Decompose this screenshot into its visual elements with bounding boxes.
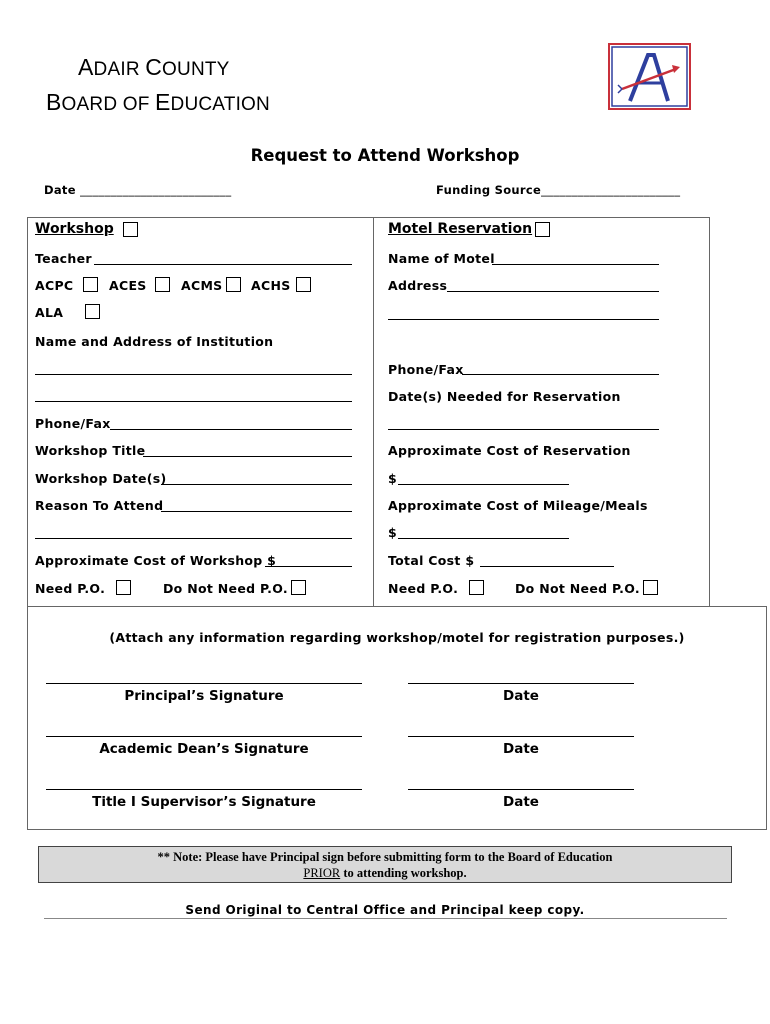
motel-address-label: Address: [388, 278, 448, 293]
school-aces-checkbox[interactable]: [155, 277, 170, 292]
workshop-cost-field[interactable]: [265, 566, 352, 567]
teacher-label: Teacher: [35, 251, 92, 266]
org-name-line2: [46, 89, 270, 116]
text-oard-of: OARD OF: [61, 94, 155, 115]
reservation-cost-label: Approximate Cost of Reservation: [388, 443, 631, 458]
column-divider: [373, 217, 374, 607]
workshop-phone-fax-field[interactable]: [110, 429, 352, 430]
principal-date-line[interactable]: [408, 683, 634, 684]
supervisor-date-line[interactable]: [408, 789, 634, 790]
motel-need-po-checkbox[interactable]: [469, 580, 484, 595]
school-achs-label: ACHS: [251, 278, 291, 293]
motel-heading: Motel Reservation: [388, 221, 533, 237]
motel-no-po-label: Do Not Need P.O.: [515, 581, 640, 596]
workshop-title-field[interactable]: [143, 456, 352, 457]
workshop-no-po-checkbox[interactable]: [291, 580, 306, 595]
school-acms-label: ACMS: [181, 278, 223, 293]
funding-source-label: [436, 183, 680, 197]
supervisor-signature-line[interactable]: [46, 789, 362, 790]
motel-phone-fax-field[interactable]: [462, 374, 659, 375]
mileage-cost-field[interactable]: [398, 538, 569, 539]
funding-source-field[interactable]: _______________________: [541, 183, 681, 197]
school-acms-checkbox[interactable]: [226, 277, 241, 292]
cap-e: E: [154, 89, 171, 115]
institution-label: Name and Address of Institution: [35, 334, 274, 349]
footer-rule: [44, 918, 727, 919]
workshop-no-po-label: Do Not Need P.O.: [163, 581, 288, 596]
school-acpc-label: ACPC: [35, 278, 74, 293]
workshop-dates-field[interactable]: [161, 484, 352, 485]
principal-signature-line[interactable]: [46, 683, 362, 684]
cap-c: C: [145, 54, 163, 80]
reason-field-2[interactable]: [35, 538, 352, 539]
dates-needed-field[interactable]: [388, 429, 659, 430]
workshop-title-label: Workshop Title: [35, 443, 146, 458]
supervisor-date-label: Date: [503, 794, 539, 810]
workshop-cost-label: Approximate Cost of Workshop $: [35, 553, 277, 568]
note-line-1: ** Note: Please have Principal sign before submitting form to the Board of Education: [157, 850, 613, 864]
workshop-checkbox[interactable]: [123, 222, 138, 237]
note-line-2-rest: to attending workshop.: [340, 866, 467, 880]
cap-b: B: [46, 89, 62, 115]
workshop-heading: Workshop: [35, 221, 114, 237]
adair-a-arrow-logo-icon: [608, 43, 691, 110]
dates-needed-label: Date(s) Needed for Reservation: [388, 389, 621, 404]
principal-date-label: Date: [503, 688, 539, 704]
motel-phone-fax-label: Phone/Fax: [388, 362, 464, 377]
funding-label-text: Funding Source: [436, 183, 542, 197]
school-achs-checkbox[interactable]: [296, 277, 311, 292]
org-name-line1: [78, 54, 230, 81]
attach-note: (Attach any information regarding workshop/motel for registration purposes.): [109, 630, 685, 645]
note-line-2: [39, 865, 731, 881]
motel-no-po-checkbox[interactable]: [643, 580, 658, 595]
institution-field-1[interactable]: [35, 374, 352, 375]
motel-address-field-2[interactable]: [388, 319, 659, 320]
school-aces-label: ACES: [109, 278, 147, 293]
total-cost-field[interactable]: [480, 566, 614, 567]
reservation-dollar-sign: $: [388, 471, 397, 486]
teacher-field[interactable]: [94, 264, 352, 265]
school-acpc-checkbox[interactable]: [83, 277, 98, 292]
motel-need-po-label: Need P.O.: [388, 581, 459, 596]
principal-signature-label: Principal’s Signature: [124, 688, 284, 704]
workshop-need-po-checkbox[interactable]: [116, 580, 131, 595]
note-box: [38, 846, 732, 883]
reason-field-1[interactable]: [161, 511, 352, 512]
motel-name-field[interactable]: [492, 264, 659, 265]
supervisor-signature-label: Title I Supervisor’s Signature: [92, 794, 316, 810]
request-table: [27, 217, 710, 607]
reason-label: Reason To Attend: [35, 498, 164, 513]
workshop-phone-fax-label: Phone/Fax: [35, 416, 111, 431]
date-field[interactable]: _________________________: [80, 183, 232, 197]
text-ounty: OUNTY: [162, 59, 230, 80]
mileage-cost-label: Approximate Cost of Mileage/Meals: [388, 498, 648, 513]
dean-signature-label: Academic Dean’s Signature: [99, 741, 309, 757]
dean-date-line[interactable]: [408, 736, 634, 737]
reservation-cost-field[interactable]: [398, 484, 569, 485]
workshop-need-po-label: Need P.O.: [35, 581, 106, 596]
text-dair: DAIR: [93, 59, 146, 80]
ala-label: ALA: [35, 305, 64, 320]
motel-address-field-1[interactable]: [447, 291, 659, 292]
cap-a: A: [78, 54, 94, 80]
footer-instruction: Send Original to Central Office and Principal keep copy.: [185, 903, 585, 917]
form-title: Request to Attend Workshop: [250, 146, 520, 165]
dean-signature-line[interactable]: [46, 736, 362, 737]
institution-field-2[interactable]: [35, 401, 352, 402]
motel-checkbox[interactable]: [535, 222, 550, 237]
date-label-text: Date: [44, 183, 76, 197]
note-prior: PRIOR: [303, 866, 341, 880]
motel-name-label: Name of Motel: [388, 251, 495, 266]
total-cost-label: Total Cost $: [388, 553, 475, 568]
workshop-dates-label: Workshop Date(s): [35, 471, 167, 486]
ala-checkbox[interactable]: [85, 304, 100, 319]
mileage-dollar-sign: $: [388, 525, 397, 540]
text-ducation: DUCATION: [170, 94, 270, 115]
date-label: [44, 183, 231, 197]
dean-date-label: Date: [503, 741, 539, 757]
